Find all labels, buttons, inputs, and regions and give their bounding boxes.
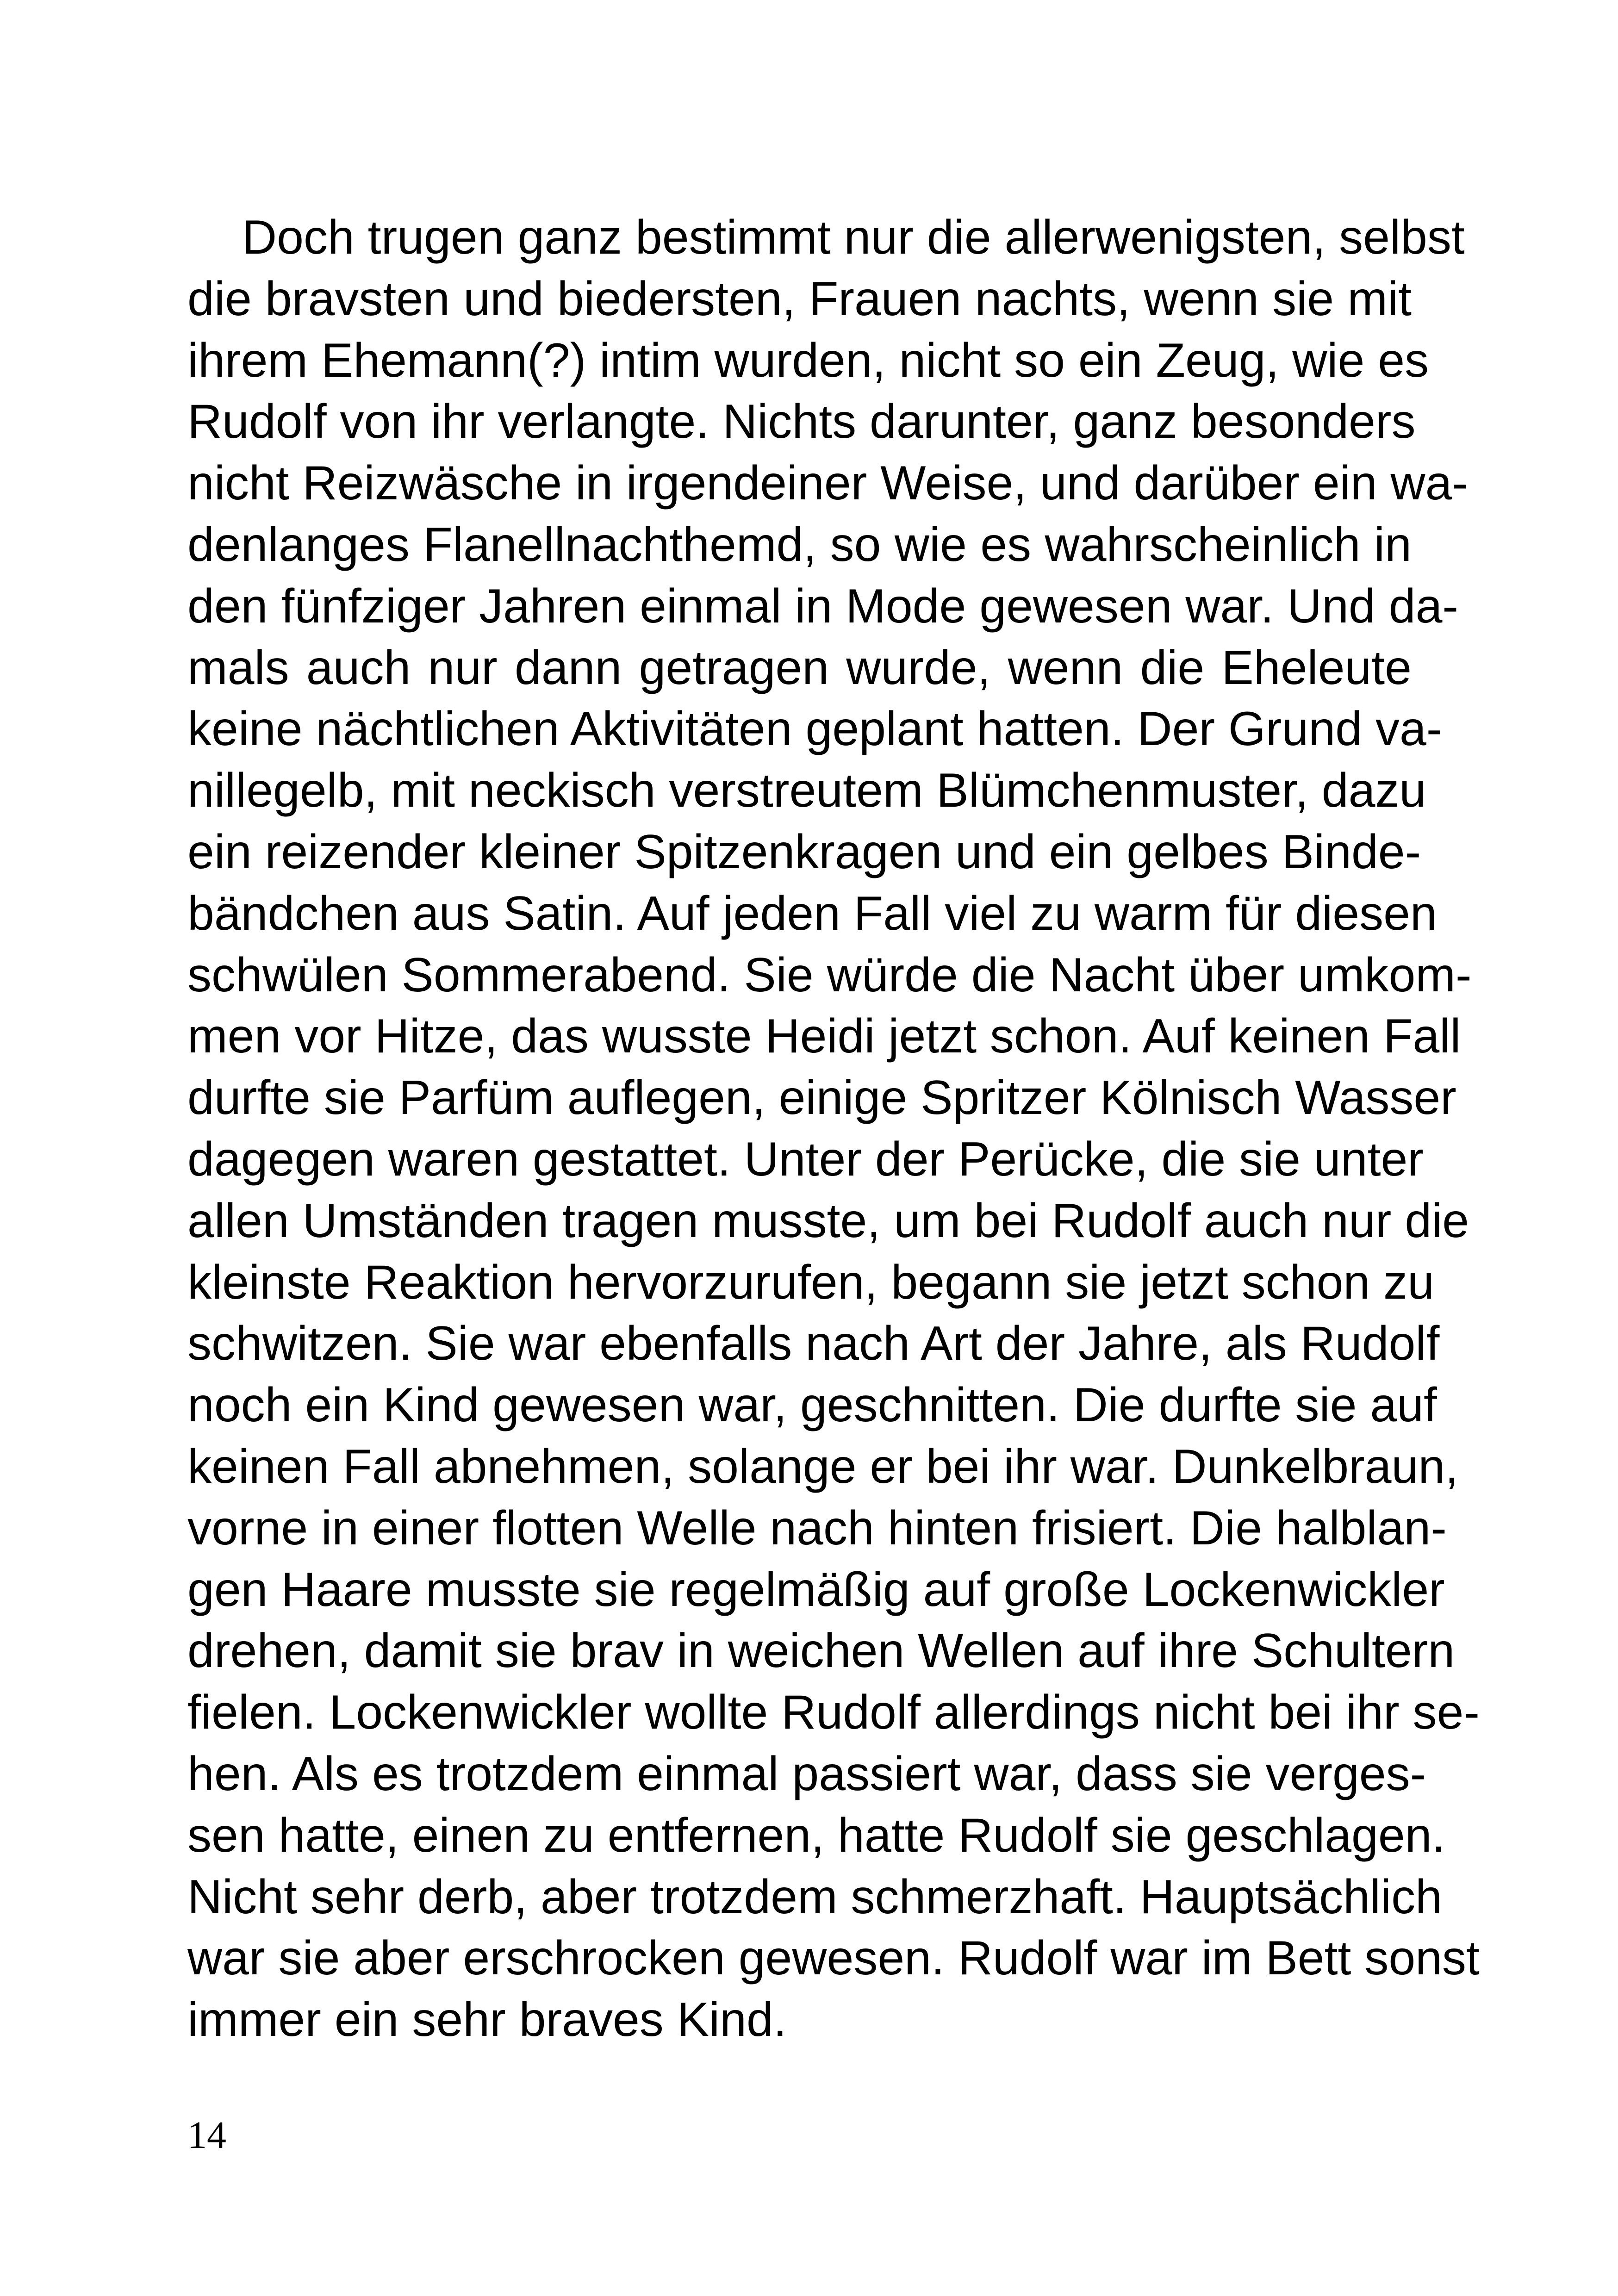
text-line: war sie aber erschrocken gewesen. Rudolf war im Bett sonst (187, 1931, 1480, 1985)
page-number: 14 (187, 2114, 226, 2157)
text-line: men vor Hitze, das wusste Heidi jetzt schon. Auf keinen Fall (187, 1009, 1461, 1064)
text-line: keinen Fall abnehmen, solange er bei ihr war. Dunkelbraun, (187, 1439, 1459, 1493)
text-line: bändchen aus Satin. Auf jeden Fall viel zu warm für diesen (187, 886, 1437, 940)
text-line: drehen, damit sie brav in weichen Wellen auf ihre Schultern (187, 1624, 1455, 1678)
text-line: sen hatte, einen zu entfernen, hatte Rudolf sie geschlagen. (187, 1808, 1445, 1862)
text-line: Nicht sehr derb, aber trotzdem schmerzhaft. Hauptsächlich (187, 1870, 1442, 1924)
body-paragraph (187, 207, 1480, 2051)
text-line: ihrem Ehemann(?) intim wurden, nicht so ein Zeug, wie es (187, 333, 1429, 387)
text-line: keine nächtlichen Aktivitäten geplant hatten. Der Grund va- (187, 702, 1443, 756)
text-line: mals auch nur dann getragen wurde, wenn die Eheleute (187, 641, 1412, 695)
text-line: immer ein sehr braves Kind. (187, 1993, 787, 2047)
text-line: gen Haare musste sie regelmäßig auf große Lockenwickler (187, 1562, 1445, 1617)
text-line: Rudolf von ihr verlangte. Nichts darunter, ganz besonders (187, 395, 1416, 449)
text-line: denlanges Flanellnachthemd, so wie es wahrscheinlich in (187, 517, 1412, 572)
text-line: kleinste Reaktion hervorzurufen, begann sie jetzt schon zu (187, 1255, 1434, 1309)
text-line: allen Umständen tragen musste, um bei Rudolf auch nur die (187, 1194, 1469, 1248)
text-line: ein reizender kleiner Spitzenkragen und ein gelbes Binde- (187, 825, 1421, 879)
text-line: fielen. Lockenwickler wollte Rudolf allerdings nicht bei ihr se- (187, 1686, 1480, 1740)
text-line: Doch trugen ganz bestimmt nur die allerwenigsten, selbst (242, 211, 1465, 264)
text-line: vorne in einer flotten Welle nach hinten frisiert. Die halblan- (187, 1501, 1447, 1555)
text-line: schwitzen. Sie war ebenfalls nach Art der Jahre, als Rudolf (187, 1317, 1440, 1371)
text-line: schwülen Sommerabend. Sie würde die Nacht über umkom- (187, 948, 1472, 1002)
text-line: die bravsten und biedersten, Frauen nachts, wenn sie mit (187, 272, 1412, 326)
text-line: noch ein Kind gewesen war, geschnitten. Die durfte sie auf (187, 1378, 1437, 1432)
text-line: hen. Als es trotzdem einmal passiert war, dass sie verges- (187, 1747, 1426, 1801)
text-line: nicht Reizwäsche in irgendeiner Weise, und darüber ein wa- (187, 456, 1469, 510)
text-line: nillegelb, mit neckisch verstreutem Blümchenmuster, dazu (187, 764, 1426, 818)
text-line: dagegen waren gestattet. Unter der Perücke, die sie unter (187, 1132, 1424, 1186)
text-line: den fünfziger Jahren einmal in Mode gewesen war. Und da- (187, 579, 1459, 633)
text-line: durfte sie Parfüm auflegen, einige Spritzer Kölnisch Wasser (187, 1071, 1456, 1125)
